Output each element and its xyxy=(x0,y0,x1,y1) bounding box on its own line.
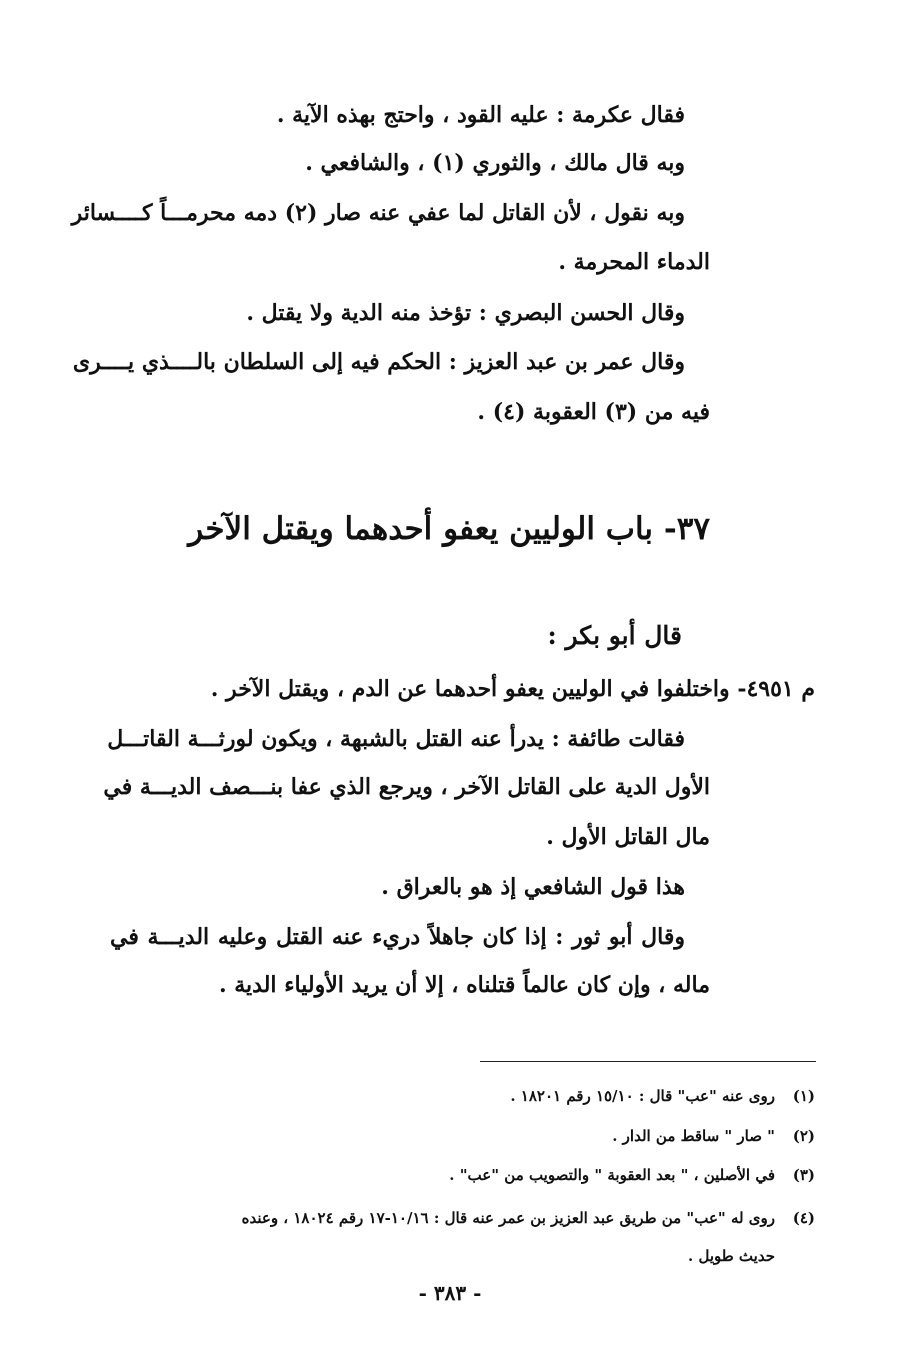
footnote-continuation: حديث طويل . xyxy=(688,1247,775,1265)
text-line: وقال عمر بن عبد العزيز : الحكم فيه إلى السلطان بالــــذي يــــرى xyxy=(72,349,685,375)
text-line: فقالت طائفة : يدرأ عنه القتل بالشبهة ، ويكون لورثـــة القاتـــل xyxy=(107,726,685,752)
chapter-title: ٣٧- باب الوليين يعفو أحدهما ويقتل الآخر xyxy=(188,511,710,547)
footnote-separator xyxy=(480,1061,816,1062)
footnote-number: (١) xyxy=(792,1087,815,1105)
text-line: وبه نقول ، لأن القاتل لما عفي عنه صار (٢) دمه محرمـــاً كــــسائر xyxy=(71,200,685,226)
footnote-number: (٣) xyxy=(792,1166,815,1184)
text-line: وبه قال مالك ، والثوري (١) ، والشافعي . xyxy=(305,150,685,176)
footnote-text: " صار " ساقط من الدار . xyxy=(612,1127,775,1145)
footnote xyxy=(242,1205,815,1231)
text-line: فقال عكرمة : عليه القود ، واحتج بهذه الآية . xyxy=(276,102,685,128)
text-line: الدماء المحرمة . xyxy=(558,249,710,275)
footnote xyxy=(449,1162,815,1188)
text-line: مال القاتل الأول . xyxy=(546,824,710,850)
text-line: وقال أبو ثور : إذا كان جاهلاً دريء عنه القتل وعليه الديـــة في xyxy=(110,924,685,950)
footnote-number: (٢) xyxy=(792,1127,815,1145)
speaker-label: قال أبو بكر : xyxy=(547,621,682,650)
page-number: - ٣٨٣ - xyxy=(418,1281,482,1305)
text-line: ماله ، وإن كان عالماً قتلناه ، إلا أن يريد الأولياء الدية . xyxy=(218,972,710,998)
footnote-text: روى له "عب" من طريق عبد العزيز بن عمر عنه قال : ١٠/١٦-١٧ رقم ١٨٠٢٤ ، وعنده xyxy=(241,1209,775,1227)
footnote xyxy=(612,1123,815,1149)
text-line: الأول الدية على القاتل الآخر ، ويرجع الذي عفا بنـــصف الديـــة في xyxy=(103,774,710,800)
issue-line: م ٤٩٥١- واختلفوا في الوليين يعفو أحدهما عن الدم ، ويقتل الآخر . xyxy=(210,676,815,702)
footnote-text: روى عنه "عب" قال : ١٥/١٠ رقم ١٨٢٠١ . xyxy=(510,1087,775,1105)
footnote xyxy=(510,1083,815,1109)
text-line: هذا قول الشافعي إذ هو بالعراق . xyxy=(381,874,685,900)
footnote-number: (٤) xyxy=(792,1209,815,1227)
text-line: وقال الحسن البصري : تؤخذ منه الدية ولا يقتل . xyxy=(246,300,685,326)
footnote-text: في الأصلين ، " بعد العقوبة " والتصويب من "عب" . xyxy=(449,1166,775,1184)
text-line: فيه من (٣) العقوبة (٤) . xyxy=(477,399,710,425)
